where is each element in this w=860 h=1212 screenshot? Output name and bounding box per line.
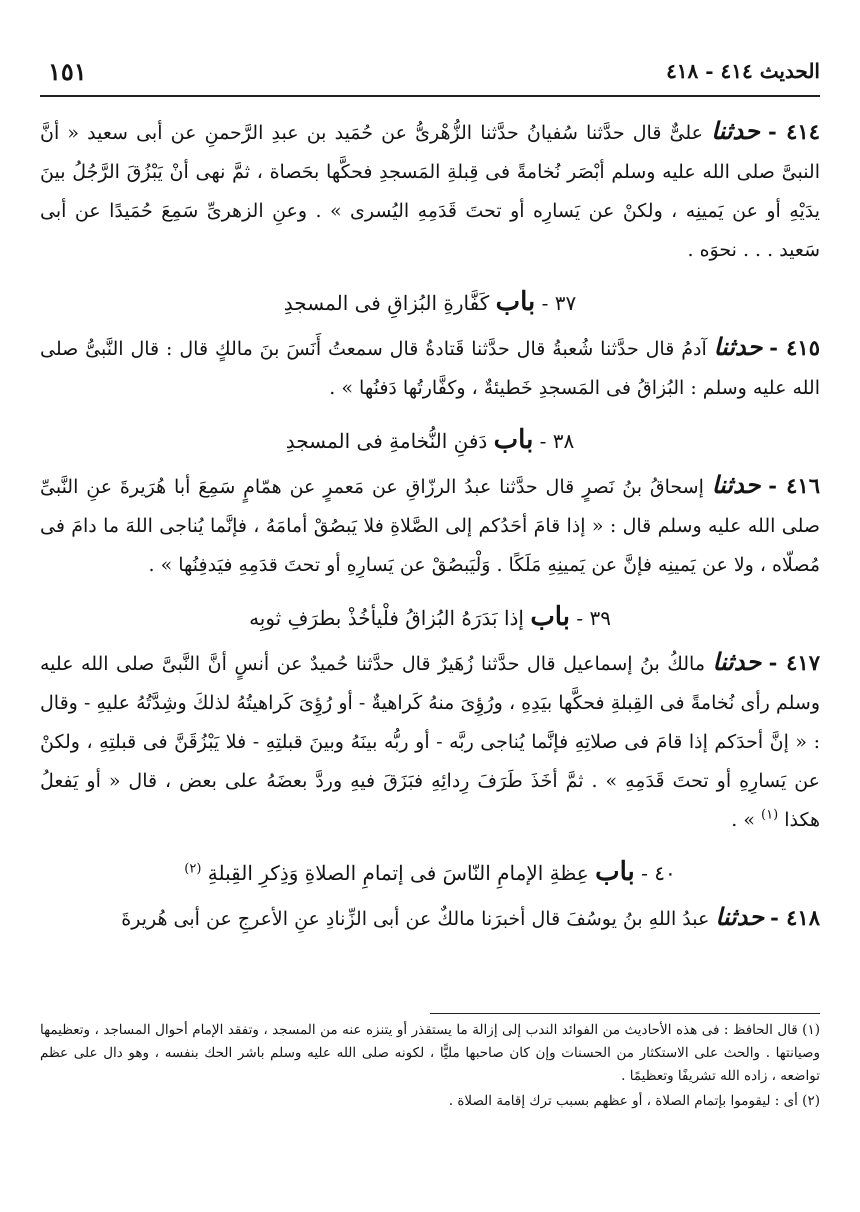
chapter-word: باب [495,287,536,317]
chapter-number: ٣٨ - [539,429,575,453]
hadith-keyword: حدثنا [715,902,765,931]
chapter-title: كَفَّارةِ البُزاقِ فى المسجدِ [283,291,490,315]
running-title: الحديث ٤١٤ - ٤١٨ [666,59,820,83]
hadith-number: ٤١٨ - [770,905,820,930]
hadith-text: عبدُ اللهِ بنُ يوسُفَ قال أخبرَنا مالكٌ عن أبى الزِّنادِ عنِ الأعرجِ عن أبى هُريرةَ [121,908,710,930]
footnotes [40,1019,820,1115]
hadith-text: آدمُ قال حدَّثنا شُعبةُ قال حدَّثنا قَتادةُ قال سمعتُ أَنَسَ بنَ مالكٍ قال : قال النَّبىُّ صلى الله عليه وسلم : البُزاقُ فى المَسجدِ خَطيئةٌ ، وكفَّارتُها دَفنُها » . [40,338,820,399]
header-rule [40,95,820,97]
footnote-reference: (٢) [184,861,202,877]
page-number: ١٥١ [48,57,87,86]
hadith-415 [40,327,820,408]
chapter-title: دَفنِ النُّخامةِ فى المسجدِ [285,429,488,453]
hadith-keyword: حدثنا [713,332,763,361]
hadith-text: مالكُ بنُ إسماعيل قال حدَّثنا زُهَيرٌ قال حدَّثنا حُميدٌ عن أنسٍ أنَّ النَّبىَّ صلى الله عليه وسلم رأى نُخامةً فى القِبلةِ فحكَّها بيَدِهِ ، ورُؤِىَ منهُ كَراهيةٌ - أو رُؤِىَ كَراهيتُهُ لذلكَ وشِدَّتُهُ عليهِ - وقال : « إنَّ أحدَكم إذا قامَ فى صلاتِهِ فإنَّما يُناجى ربَّه - أو ربُّه بينَهُ وبينَ قبلتِهِ - فلا يَبْزُقَنَّ فى قبلتِهِ ، ولكنْ عن يَسارِهِ أو تحتَ قَدَمِهِ » . ثمَّ أخَذَ طَرَفَ رِدائِهِ فبَزَقَ فيهِ وردَّ بعضَهُ على بعض ، قال « أو يَفعلُ هكذا [40,653,820,831]
hadith-number: ٤١٦ - [768,473,820,498]
hadith-keyword: حدثنا [711,116,760,145]
chapter-heading-39 [40,599,820,636]
hadith-keyword: حدثنا [712,647,762,676]
chapter-word: باب [493,425,534,455]
chapter-number: ٣٧ - [541,291,577,315]
footnote-rule [430,1013,820,1014]
chapter-title: إذا بَدَرَهُ البُزاقُ فلْيأخُذْ بطرَفِ ثوبِه [249,606,524,630]
page-body [40,111,820,953]
hadith-416 [40,465,820,585]
chapter-heading-37 [40,284,820,321]
page-header [40,55,820,89]
hadith-number: ٤١٧ - [768,650,820,675]
chapter-word: باب [595,857,635,887]
chapter-number: ٤٠ - [641,861,676,885]
footnote-1: (١) قال الحافظ : فى هذه الأحاديث من الفوائد الندب إلى إزالة ما يستقذر أو يتنزه عنه من المسجد ، وتفقد الإمام أحوال المساجد ، وتعظيمها وصيانتها . والحث على الاستكثار من الحسنات وإن كان صاحبها مليًّا ، لكونه صلى الله عليه وسلم باشر الحك بنفسه ، وهو دال على عظم تواضعه ، زاده الله تشريفًا وتعظيمًا . [40,1022,820,1084]
hadith-text: إسحاقُ بنُ نَصرٍ قال حدَّثنا عبدُ الرزّاقِ عن مَعمرٍ عن همّامٍ سَمِعَ أبا هُرَيرةَ عنِ النَّبىِّ صلى الله عليه وسلم قال : « إذا قامَ أحَدُكم إلى الصَّلاةِ فلا يَبصُقْ أمامَهُ ، فإنَّما يُناجى اللهَ ما دامَ فى مُصلّاه ، ولا عن يَمينِه فإنَّ عن يَمينِهِ مَلَكًا . وَلْيَبصُقْ عن يَسارِهِ أو تحتَ قدَمِهِ فيَدفِنُها » . [40,476,820,576]
hadith-text: علىٌّ قال حدَّثنا سُفيانُ حدَّثنا الزُّهْرىُّ عن حُمَيد بن عبدِ الرَّحمنِ عن أبى سعيد « أنَّ النبىَّ صلى الله عليه وسلم أبْصَر نُخامةً فى قِبلةِ المَسجدِ فحكَّها بحَصاة ، ثمَّ نهى أنْ يَبْزُقَ الرَّجُلُ بينَ يدَيْهِ أو عن يَمينِه ، ولكنْ عن يَسارِه أو تحتَ قَدَمِهِ اليُسرى » . وعنِ الزهرىِّ سَمِعَ حُمَيدًا عن أبى سَعيد . . . نحوَه . [40,122,820,261]
hadith-418 [40,897,820,939]
footnote-reference: (١) [761,807,779,823]
chapter-word: باب [530,602,570,632]
hadith-414 [40,111,820,270]
hadith-text-end: » . [731,809,755,831]
chapter-number: ٣٩ - [576,606,611,630]
chapter-heading-38 [40,422,820,459]
hadith-number: ٤١٥ - [769,335,820,360]
hadith-number: ٤١٤ - [768,119,820,144]
footnote-2: (٢) أى : ليقوموا بإتمام الصلاة ، أو عظهم بسبب ترك إقامة الصلاة . [448,1093,820,1109]
hadith-keyword: حدثنا [711,470,761,499]
chapter-title: عِظةِ الإمامِ النّاسَ فى إتمامِ الصلاةِ وَذِكرِ القِبلةِ [207,861,589,885]
book-page [40,55,820,1155]
chapter-heading-40 [40,854,820,891]
hadith-417 [40,642,820,840]
